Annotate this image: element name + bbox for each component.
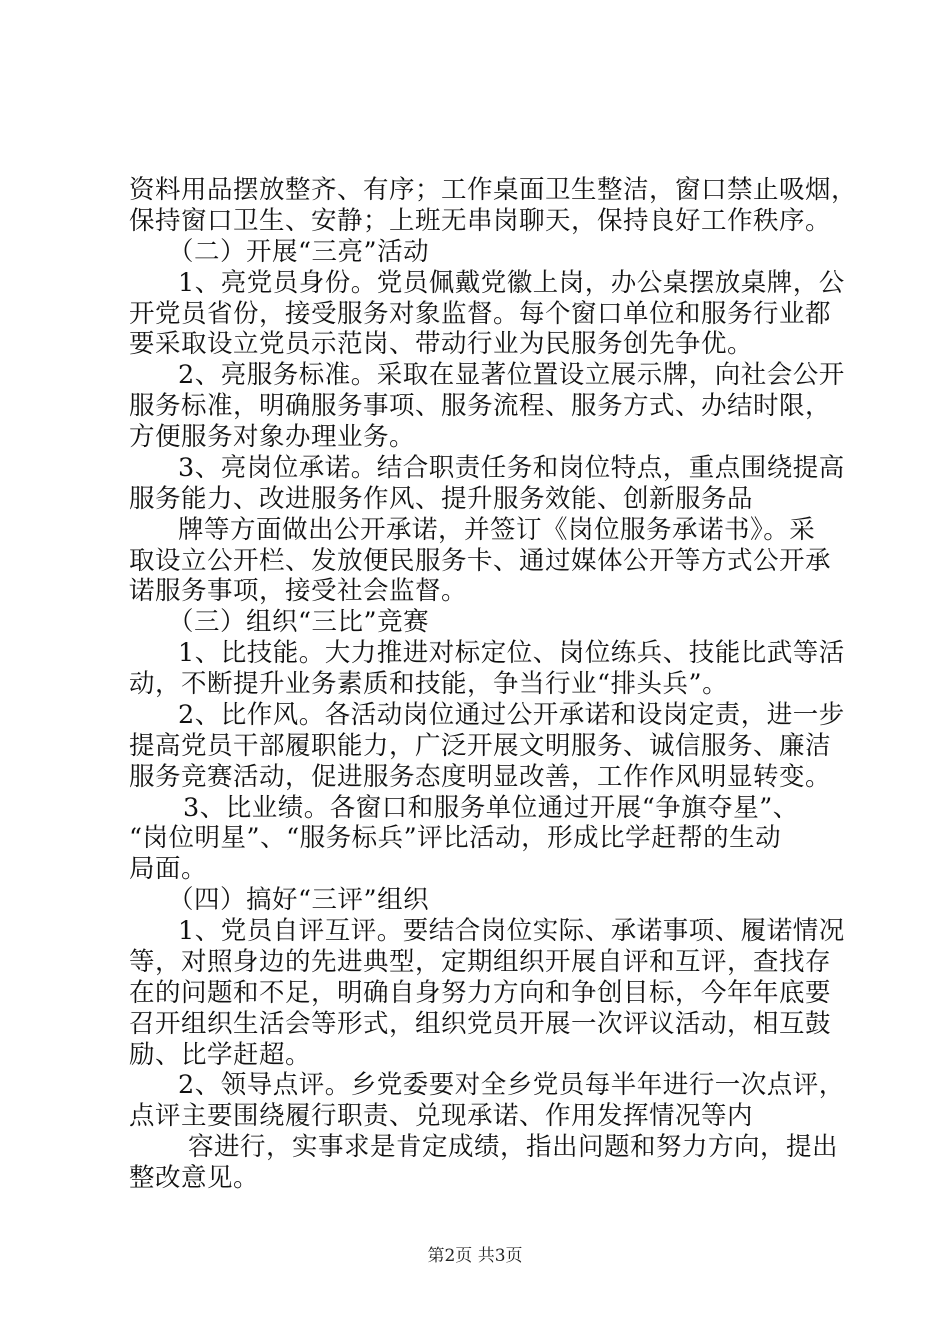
text-line: 2、比作风。各活动岗位通过公开承诺和设岗定责，进一步 xyxy=(178,700,845,730)
text-line: 2、亮服务标准。采取在显著位置设立展示牌，向社会公开 xyxy=(178,360,845,390)
text-line: 容进行，实事求是肯定成绩，指出问题和努力方向，提出 xyxy=(188,1132,839,1162)
text-line: 保持窗口卫生、安静；上班无串岗聊天，保持良好工作秩序。 xyxy=(129,206,832,236)
text-line: 1、比技能。大力推进对标定位、岗位练兵、技能比武等活 xyxy=(178,638,845,668)
text-line: 3、亮岗位承诺。结合职责任务和岗位特点，重点围绕提高 xyxy=(178,453,845,483)
section-heading: （三）组织“三比”竞赛 xyxy=(168,607,430,637)
text-line: 提高党员干部履职能力，广泛开展文明服务、诚信服务、廉洁 xyxy=(129,731,832,761)
text-line: 方便服务对象办理业务。 xyxy=(129,422,416,452)
text-line: 点评主要围绕履行职责、兑现承诺、作用发挥情况等内 xyxy=(129,1101,754,1131)
text-line: 召开组织生活会等形式，组织党员开展一次评议活动，相互鼓 xyxy=(129,1009,832,1039)
text-line: 3、比业绩。各窗口和服务单位通过开展“争旗夺星”、 xyxy=(183,793,799,823)
text-line: 取设立公开栏、发放便民服务卡、通过媒体公开等方式公开承 xyxy=(129,546,832,576)
text-line: 整改意见。 xyxy=(129,1163,260,1193)
text-line: 开党员省份，接受服务对象监督。每个窗口单位和服务行业都 xyxy=(129,299,832,329)
text-line: 资料用品摆放整齐、有序；工作桌面卫生整洁，窗口禁止吸烟， xyxy=(129,175,858,205)
text-line: 动，不断提升业务素质和技能，争当行业“排头兵”。 xyxy=(129,669,729,699)
text-line: 1、亮党员身份。党员佩戴党徽上岗，办公桌摆放桌牌，公 xyxy=(178,268,845,298)
text-line: 在的问题和不足，明确自身努力方向和争创目标，今年年底要 xyxy=(129,978,832,1008)
section-heading: （二）开展“三亮”活动 xyxy=(168,237,430,267)
text-line: 局面。 xyxy=(129,854,208,884)
text-line: 服务能力、改进服务作风、提升服务效能、创新服务品 xyxy=(129,484,754,514)
text-line: 等，对照身边的先进典型，定期组织开展自评和互评，查找存 xyxy=(129,947,832,977)
section-heading: （四）搞好“三评”组织 xyxy=(168,885,430,915)
text-line: 牌等方面做出公开承诺，并签订《岗位服务承诺书》。采 xyxy=(178,515,816,545)
text-line: 要采取设立党员示范岗、带动行业为民服务创先争优。 xyxy=(129,329,754,359)
text-line: 服务竞赛活动，促进服务态度明显改善，工作作风明显转变。 xyxy=(129,762,832,792)
text-line: 服务标准，明确服务事项、服务流程、服务方式、办结时限， xyxy=(129,391,832,421)
text-line: 1、党员自评互评。要结合岗位实际、承诺事项、履诺情况 xyxy=(178,916,845,946)
text-line: “岗位明星”、“服务标兵”评比活动，形成比学赶帮的生动 xyxy=(129,823,782,853)
text-line: 励、比学赶超。 xyxy=(129,1040,312,1070)
text-line: 2、领导点评。乡党委要对全乡党员每半年进行一次点评， xyxy=(178,1070,845,1100)
page-footer: 第2页 共3页 xyxy=(427,1246,523,1266)
text-line: 诺服务事项，接受社会监督。 xyxy=(129,576,468,606)
